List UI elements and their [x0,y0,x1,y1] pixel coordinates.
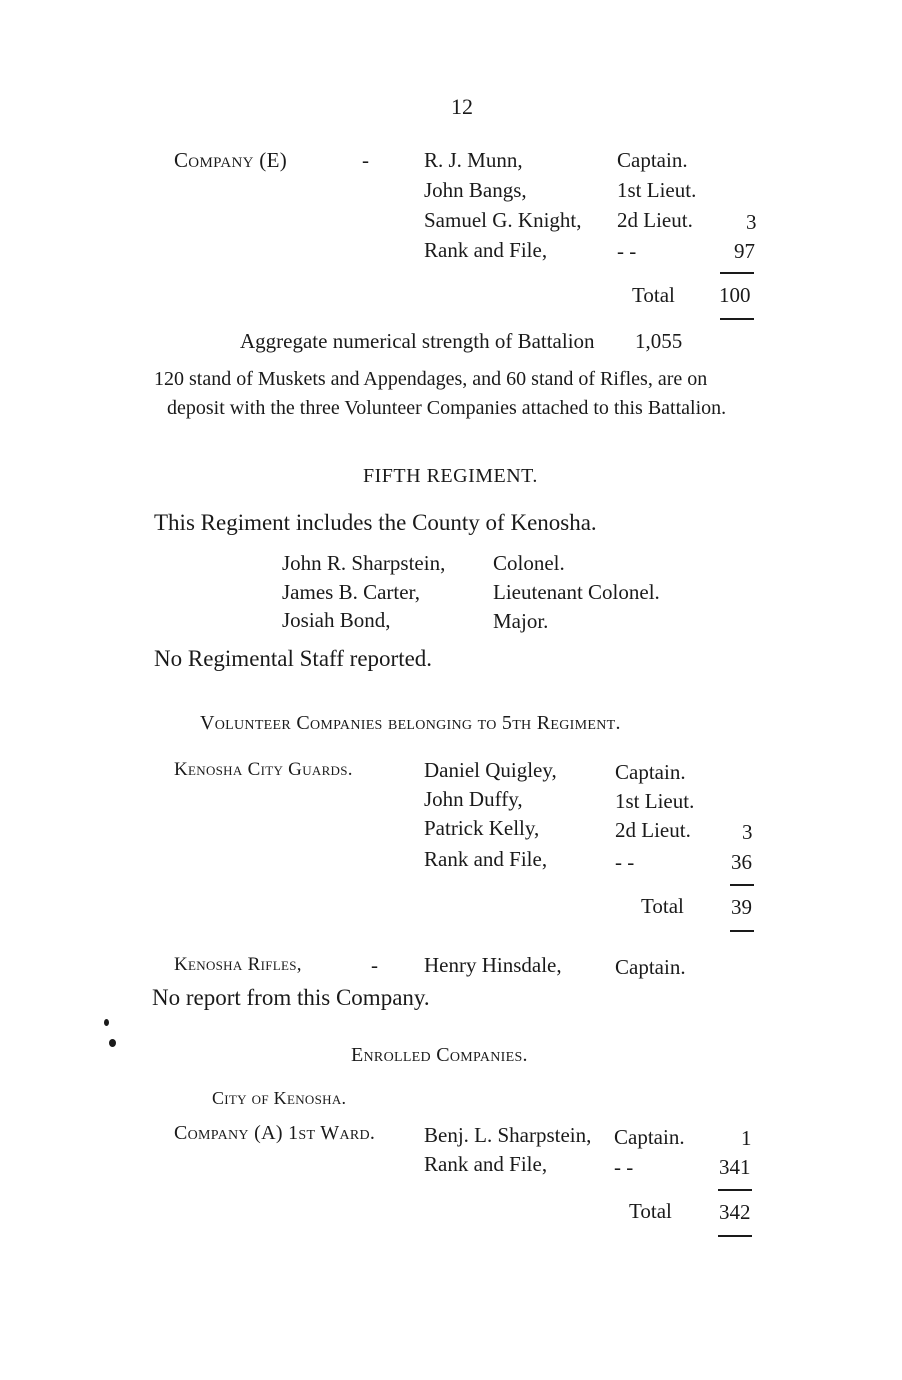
company-e-label: Company (E) [174,148,288,172]
city-guards-count: 36 [731,850,752,874]
rule [720,318,754,320]
officer-rank: Lieutenant Colonel. [493,580,660,604]
company-a-total-label: Total [629,1199,672,1223]
officer-name: Josiah Bond, [282,608,391,632]
volunteer-heading: Volunteer Companies belonging to 5th Regiment. [200,712,621,734]
enrolled-city: City of Kenosha. [212,1088,347,1108]
page-number: 12 [451,94,473,119]
city-guards-total-value: 39 [731,895,752,919]
city-guards-officer-rank: Captain. [615,760,686,784]
company-e-count: 97 [734,239,755,263]
company-a-count: 341 [719,1155,751,1179]
rule [730,884,754,886]
officer-rank: Major. [493,609,549,633]
rule [718,1235,752,1237]
fifth-regiment-intro: This Regiment includes the County of Kenosha. [154,510,597,535]
company-a-officer-rank: Captain. [614,1125,685,1149]
fifth-regiment-heading: FIFTH REGIMENT. [363,465,538,487]
company-e-officer-name: John Bangs, [424,178,527,202]
city-guards-count: 3 [742,820,753,844]
enrolled-heading: Enrolled Companies. [351,1044,528,1066]
city-guards-officer-name: Patrick Kelly, [424,816,540,840]
rifles-label: Kenosha Rifles, [174,954,302,975]
rule [730,930,754,932]
city-guards-label: Kenosha City Guards. [174,759,353,780]
rifles-officer-name: Henry Hinsdale, [424,953,562,977]
company-a-officer-name: Rank and File, [424,1152,548,1176]
officer-rank: Colonel. [493,551,565,575]
aggregate-label: Aggregate numerical strength of Battalion [240,329,595,353]
company-e-officer-name: Samuel G. Knight, [424,208,582,232]
company-e-dash: - [362,148,369,172]
city-guards-officer-name: John Duffy, [424,787,523,811]
rule [718,1189,752,1191]
city-guards-officer-rank: - - [615,850,635,874]
rifles-note: No report from this Company. [152,985,430,1010]
company-a-total-value: 342 [719,1200,751,1224]
rifles-officer-rank: Captain. [615,955,686,979]
company-e-officer-rank: Captain. [617,148,688,172]
ink-mark [104,1019,109,1026]
company-e-officer-rank: 2d Lieut. [617,208,693,232]
city-guards-officer-rank: 2d Lieut. [615,818,691,842]
city-guards-total-label: Total [641,894,684,918]
city-guards-officer-name: Daniel Quigley, [424,758,557,782]
officer-name: John R. Sharpstein, [282,551,446,575]
company-e-total-label: Total [632,283,675,307]
company-e-officer-name: R. J. Munn, [424,148,523,172]
officer-name: James B. Carter, [282,580,420,604]
company-a-officer-rank: - - [614,1155,634,1179]
company-e-count: 3 [746,210,757,234]
company-e-total-value: 100 [719,283,751,307]
company-a-count: 1 [741,1126,752,1150]
city-guards-officer-rank: 1st Lieut. [615,789,695,813]
deposit-note-line: deposit with the three Volunteer Companies attached to this Battalion. [167,397,727,419]
ink-mark [109,1039,116,1047]
staff-note: No Regimental Staff reported. [154,646,433,671]
city-guards-officer-name: Rank and File, [424,847,548,871]
company-e-officer-rank: - - [617,239,637,263]
company-a-label: Company (A) 1st Ward. [174,1122,376,1144]
rule [720,272,754,274]
company-a-officer-name: Benj. L. Sharpstein, [424,1123,592,1147]
company-e-officer-rank: 1st Lieut. [617,178,697,202]
company-e-officer-name: Rank and File, [424,238,548,262]
aggregate-value: 1,055 [635,329,683,353]
deposit-note-line: 120 stand of Muskets and Appendages, and 60 stand of Rifles, are on [154,368,708,390]
rifles-dash: - [371,953,378,977]
